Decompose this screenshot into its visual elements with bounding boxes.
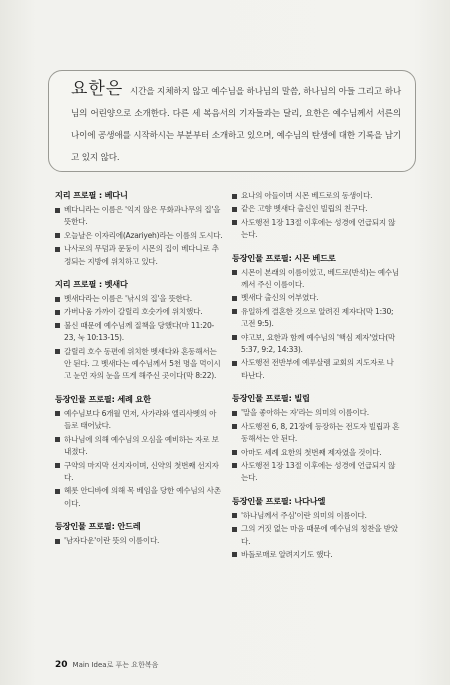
intro-box <box>48 70 416 172</box>
section-list <box>232 267 400 383</box>
square-bullet-icon <box>232 270 237 275</box>
profile-section <box>55 521 223 547</box>
list-item <box>232 447 400 459</box>
list-item-text: 하나님에 의해 예수님의 오심을 예비하는 자로 보내졌다. <box>64 434 219 457</box>
list-item <box>232 549 400 561</box>
section-title: 등장인물 프로필: 시몬 베드로 <box>232 252 336 263</box>
page-number: 20 <box>55 660 68 670</box>
square-bullet-icon <box>55 310 60 315</box>
intro-title: 요한은 <box>71 79 124 99</box>
list-item-text: 유일하게 결혼한 것으로 알려진 제자다(막 1:30; 고전 9:5). <box>241 306 394 329</box>
list-item-text: 불신 때문에 예수님께 질책을 당했다(마 11:20-23, 눅 10:13-15). <box>64 320 215 343</box>
section-list <box>55 408 223 510</box>
list-item-text: 그의 거짓 없는 마음 때문에 예수님의 칭찬을 받았다. <box>241 524 398 546</box>
list-item-text: 베다니라는 이름은 '익지 않은 무화과나무의 집'을 뜻한다. <box>64 205 221 227</box>
section-title: 지리 프로필 : 베다니 <box>55 190 128 200</box>
list-item-text: 가버나움 가까이 갈릴리 호숫가에 위치했다. <box>64 307 203 317</box>
section-list <box>55 535 223 547</box>
list-item <box>55 408 223 433</box>
list-item-text: 사도행전 1장 13절 이후에는 성경에 언급되지 않는다. <box>241 217 396 240</box>
list-item <box>55 243 223 268</box>
list-item <box>55 320 223 345</box>
list-item <box>55 535 223 547</box>
list-item <box>55 230 223 242</box>
list-item <box>55 204 223 229</box>
list-item-text: 야고보, 요한과 함께 예수님의 '핵심 제자'였다(막 5:37, 9:2, 14:33). <box>241 332 395 355</box>
list-item-text: 나사로의 무덤과 문둥이 시몬의 집이 베다니로 추정되는 지방에 위치하고 있다. <box>64 244 219 266</box>
left-column <box>55 190 223 559</box>
square-bullet-icon <box>55 437 60 442</box>
list-item <box>232 190 400 202</box>
intro-paragraph <box>71 78 401 169</box>
section-list <box>55 204 223 268</box>
section-title: 등장인물 프로필: 빌립 <box>232 393 310 404</box>
list-item-text: 요나의 아들이며 시몬 베드로의 동생이다. <box>241 191 373 200</box>
list-item <box>232 407 400 419</box>
section-title: 등장인물 프로필: 안드레 <box>55 521 141 532</box>
section-list <box>232 510 400 562</box>
square-bullet-icon <box>232 335 237 340</box>
square-bullet-icon <box>55 489 60 494</box>
square-bullet-icon <box>232 309 237 314</box>
list-item-text: 아마도 세례 요한의 첫번째 제자였을 것이다. <box>241 447 382 457</box>
section-list <box>55 293 223 383</box>
intro-text: 시간을 지체하지 않고 예수님을 하나님의 말씀, 하나님의 아들 그리고 하나님의 어린양으로 소개한다. 다른 세 복음서의 기자들과는 달리, 요한은 예수님께서 서른의 나이에 공생애를 시작하시는 부분부터 소개하고 있으며, 예수님의 탄생에 대한 기록을 남기고 있지 않다. <box>71 87 402 163</box>
list-item <box>232 203 400 215</box>
list-item-text: '말을 좋아하는 자'라는 의미의 이름이다. <box>241 408 369 418</box>
list-item-text: 바돌로매로 알려지기도 했다. <box>241 549 333 559</box>
profile-section <box>232 496 400 562</box>
square-bullet-icon <box>55 297 60 302</box>
section-list <box>232 407 400 484</box>
square-bullet-icon <box>55 411 60 416</box>
list-item-text: 오늘날은 이자리에(Azariyeh)라는 이름의 도시다. <box>64 230 223 240</box>
section-title: 등장인물 프로필: 나다나엘 <box>232 495 326 506</box>
list-item-text: 구약의 마지막 선지자이며, 신약의 첫번째 선지자다. <box>64 460 219 482</box>
square-bullet-icon <box>232 424 237 429</box>
square-bullet-icon <box>55 349 60 354</box>
list-item <box>55 306 223 318</box>
square-bullet-icon <box>55 539 60 544</box>
list-item <box>55 346 223 383</box>
list-item <box>55 460 223 485</box>
list-item-text: 사도행전 전반부에 예루살렘 교회의 지도자로 나타난다. <box>241 358 394 380</box>
square-bullet-icon <box>232 220 237 225</box>
square-bullet-icon <box>232 194 237 199</box>
square-bullet-icon <box>232 296 237 301</box>
list-item-text: 예수님보다 6개월 먼저, 사가랴와 엘리사벳의 아들로 태어났다. <box>64 408 217 431</box>
list-item-text: 사도행전 1장 13절 이후에는 성경에 언급되지 않는다. <box>241 460 396 483</box>
square-bullet-icon <box>232 450 237 455</box>
square-bullet-icon <box>232 463 237 468</box>
section-title: 지리 프로필 : 벳새다 <box>55 279 128 290</box>
square-bullet-icon <box>55 233 60 238</box>
list-item <box>232 306 400 331</box>
square-bullet-icon <box>55 247 60 252</box>
profile-section <box>55 279 223 383</box>
list-item <box>232 217 400 242</box>
list-item <box>55 434 223 459</box>
page-footer <box>55 660 158 670</box>
square-bullet-icon <box>55 323 60 328</box>
list-item <box>232 460 400 485</box>
list-item-text: 같은 고향 벳새다 출신인 빌립의 친구다. <box>241 204 368 214</box>
profile-section <box>55 190 223 268</box>
list-item <box>55 485 223 510</box>
list-item-text: 벳새다라는 이름은 '낚시의 집'을 뜻한다. <box>64 294 192 304</box>
list-item <box>232 510 400 522</box>
profile-section <box>232 253 400 383</box>
square-bullet-icon <box>232 207 237 212</box>
list-item-text: 사도행전 6, 8, 21장에 등장하는 전도자 빌립과 혼동해서는 안 된다. <box>241 421 400 444</box>
square-bullet-icon <box>232 527 237 532</box>
list-item-text: 헤롯 안디바에 의해 목 베임을 당한 예수님의 사촌이다. <box>64 486 221 508</box>
right-column <box>232 190 400 572</box>
square-bullet-icon <box>55 463 60 468</box>
list-item <box>232 292 400 304</box>
list-item <box>232 267 400 292</box>
section-list <box>232 190 400 242</box>
list-item-text: '남자다운'이란 뜻의 이름이다. <box>64 536 160 546</box>
profile-section <box>55 394 223 510</box>
list-item <box>232 523 400 548</box>
section-title: 등장인물 프로필: 세례 요한 <box>55 393 151 404</box>
square-bullet-icon <box>232 361 237 366</box>
list-item <box>232 332 400 357</box>
square-bullet-icon <box>232 411 237 416</box>
list-item <box>232 357 400 382</box>
list-item <box>55 293 223 305</box>
list-item-text: 벳새다 출신의 어부였다. <box>241 293 319 303</box>
square-bullet-icon <box>55 208 60 213</box>
list-item <box>232 421 400 446</box>
list-item-text: 갈릴리 호수 동편에 위치한 벳새다와 혼동해서는 안 된다. 그 벳새다는 예수님께서 5천 명을 먹이시고 눈먼 자의 눈을 뜨게 해주신 곳이다(막 8:22). <box>64 346 221 381</box>
square-bullet-icon <box>232 552 237 557</box>
square-bullet-icon <box>232 513 237 518</box>
book-title: Main Idea로 푸는 요한복음 <box>72 661 159 669</box>
profile-section <box>232 393 400 484</box>
profile-section <box>232 190 400 242</box>
list-item-text: 시몬이 본래의 이름이었고, 베드로(반석)는 예수님께서 주신 이름이다. <box>241 267 399 290</box>
list-item-text: '하나님께서 주심'이란 의미의 이름이다. <box>241 510 367 520</box>
